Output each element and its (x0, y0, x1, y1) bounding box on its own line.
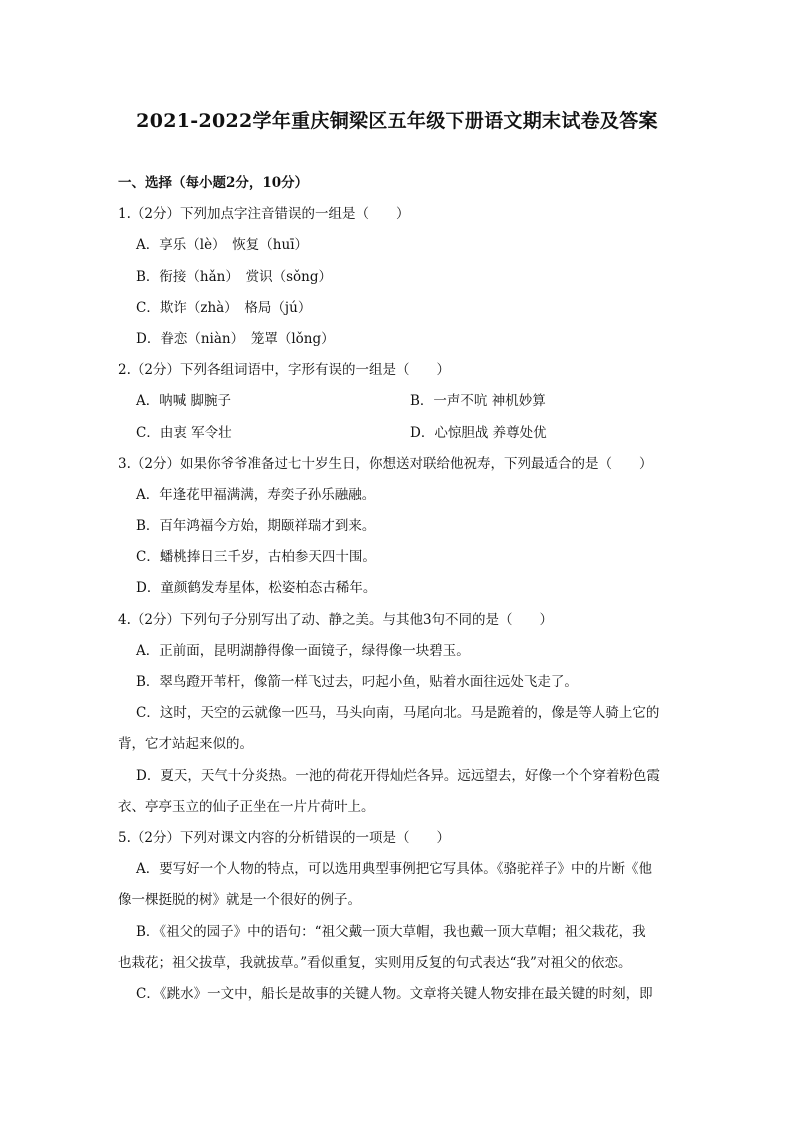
question-stem: 5.（2分）下列对课文内容的分析错误的一项是（ ） (118, 829, 450, 846)
option-b-continued: 也栽花；祖父拔草，我就拔草。”看似重复，实则用反复的句式表达“我”对祖父的依恋。 (118, 954, 632, 971)
question-5 (118, 823, 684, 1010)
option-b: B．百年鸿福今方始，期颐祥瑞才到来。 (136, 518, 376, 535)
option-b: B．《祖父的园子》中的语句：“祖父戴一顶大草帽，我也戴一顶大草帽；祖父栽花，我 (136, 923, 646, 940)
option-b: B．衔接（hǎn） 赏识（sǒng） (136, 268, 333, 285)
option-d-continued: 衣、亭亭玉立的仙子正坐在一片片荷叶上。 (118, 798, 375, 815)
option-a: A．年逢花甲福满满，寿奕子孙乐融融。 (136, 486, 376, 503)
option-c: C．这时，天空的云就像一匹马，马头向南，马尾向北。马是跪着的，像是等人骑上它的 (136, 705, 660, 722)
option-c: C．蟠桃捧日三千岁，古柏参天四十围。 (136, 549, 376, 566)
option-b: B．一声不吭 神机妙算 (410, 393, 546, 410)
option-a: A．要写好一个人物的特点，可以选用典型事例把它写具体。《骆驼祥子》中的片断《他 (136, 861, 652, 878)
section-heading: 一、选择（每小题2分，10分） (118, 175, 309, 191)
option-a: A．呐喊 脚腕子 (136, 393, 232, 410)
option-c: C．《跳水》一文中，船长是故事的关键人物。文章将关键人物安排在最关键的时刻，即 (136, 985, 653, 1002)
option-d: D．夏天，天气十分炎热。一池的荷花开得灿烂各异。远远望去，好像一个个穿着粉色霞 (136, 767, 660, 784)
option-row (118, 386, 684, 417)
option-c: C．由衷 军令壮 (136, 424, 232, 441)
option-b: B．翠鸟蹬开苇杆，像箭一样飞过去，叼起小鱼，贴着水面往远处飞走了。 (136, 674, 578, 690)
question-stem: 1.（2分）下列加点字注音错误的一组是（ ） (118, 206, 410, 223)
question-2 (118, 355, 684, 449)
option-c: C．欺诈（zhà） 格局（jú） (136, 299, 312, 316)
option-d: D．童颜鹤发寿星体，松姿柏态古稀年。 (136, 580, 377, 597)
question-1 (118, 199, 684, 355)
option-c-continued: 背，它才站起来似的。 (118, 736, 253, 753)
document-title: 2021-2022学年重庆铜梁区五年级下册语文期末试卷及答案 (136, 110, 658, 132)
option-d: D．眷恋（niàn） 笼罩（lǒng） (136, 330, 335, 347)
question-stem: 2.（2分）下列各组词语中，字形有误的一组是（ ） (118, 362, 450, 379)
option-d: D．心惊胆战 养尊处优 (410, 424, 547, 441)
option-row (118, 418, 684, 449)
question-stem: 4.（2分）下列句子分别写出了动、静之美。与其他3句不同的是（ ） (118, 611, 554, 628)
question-3 (118, 449, 684, 605)
question-stem: 3.（2分）如果你爷爷准备过七十岁生日，你想送对联给他祝寿，下列最适合的是（ ） (118, 455, 653, 472)
exam-content (118, 168, 684, 1010)
option-a: A．正前面，昆明湖静得像一面镜子，绿得像一块碧玉。 (136, 642, 470, 659)
option-a-continued: 像一棵挺脱的树》就是一个很好的例子。 (118, 892, 361, 909)
question-4 (118, 605, 684, 823)
option-a: A．享乐（lè） 恢复（huī） (136, 237, 309, 254)
